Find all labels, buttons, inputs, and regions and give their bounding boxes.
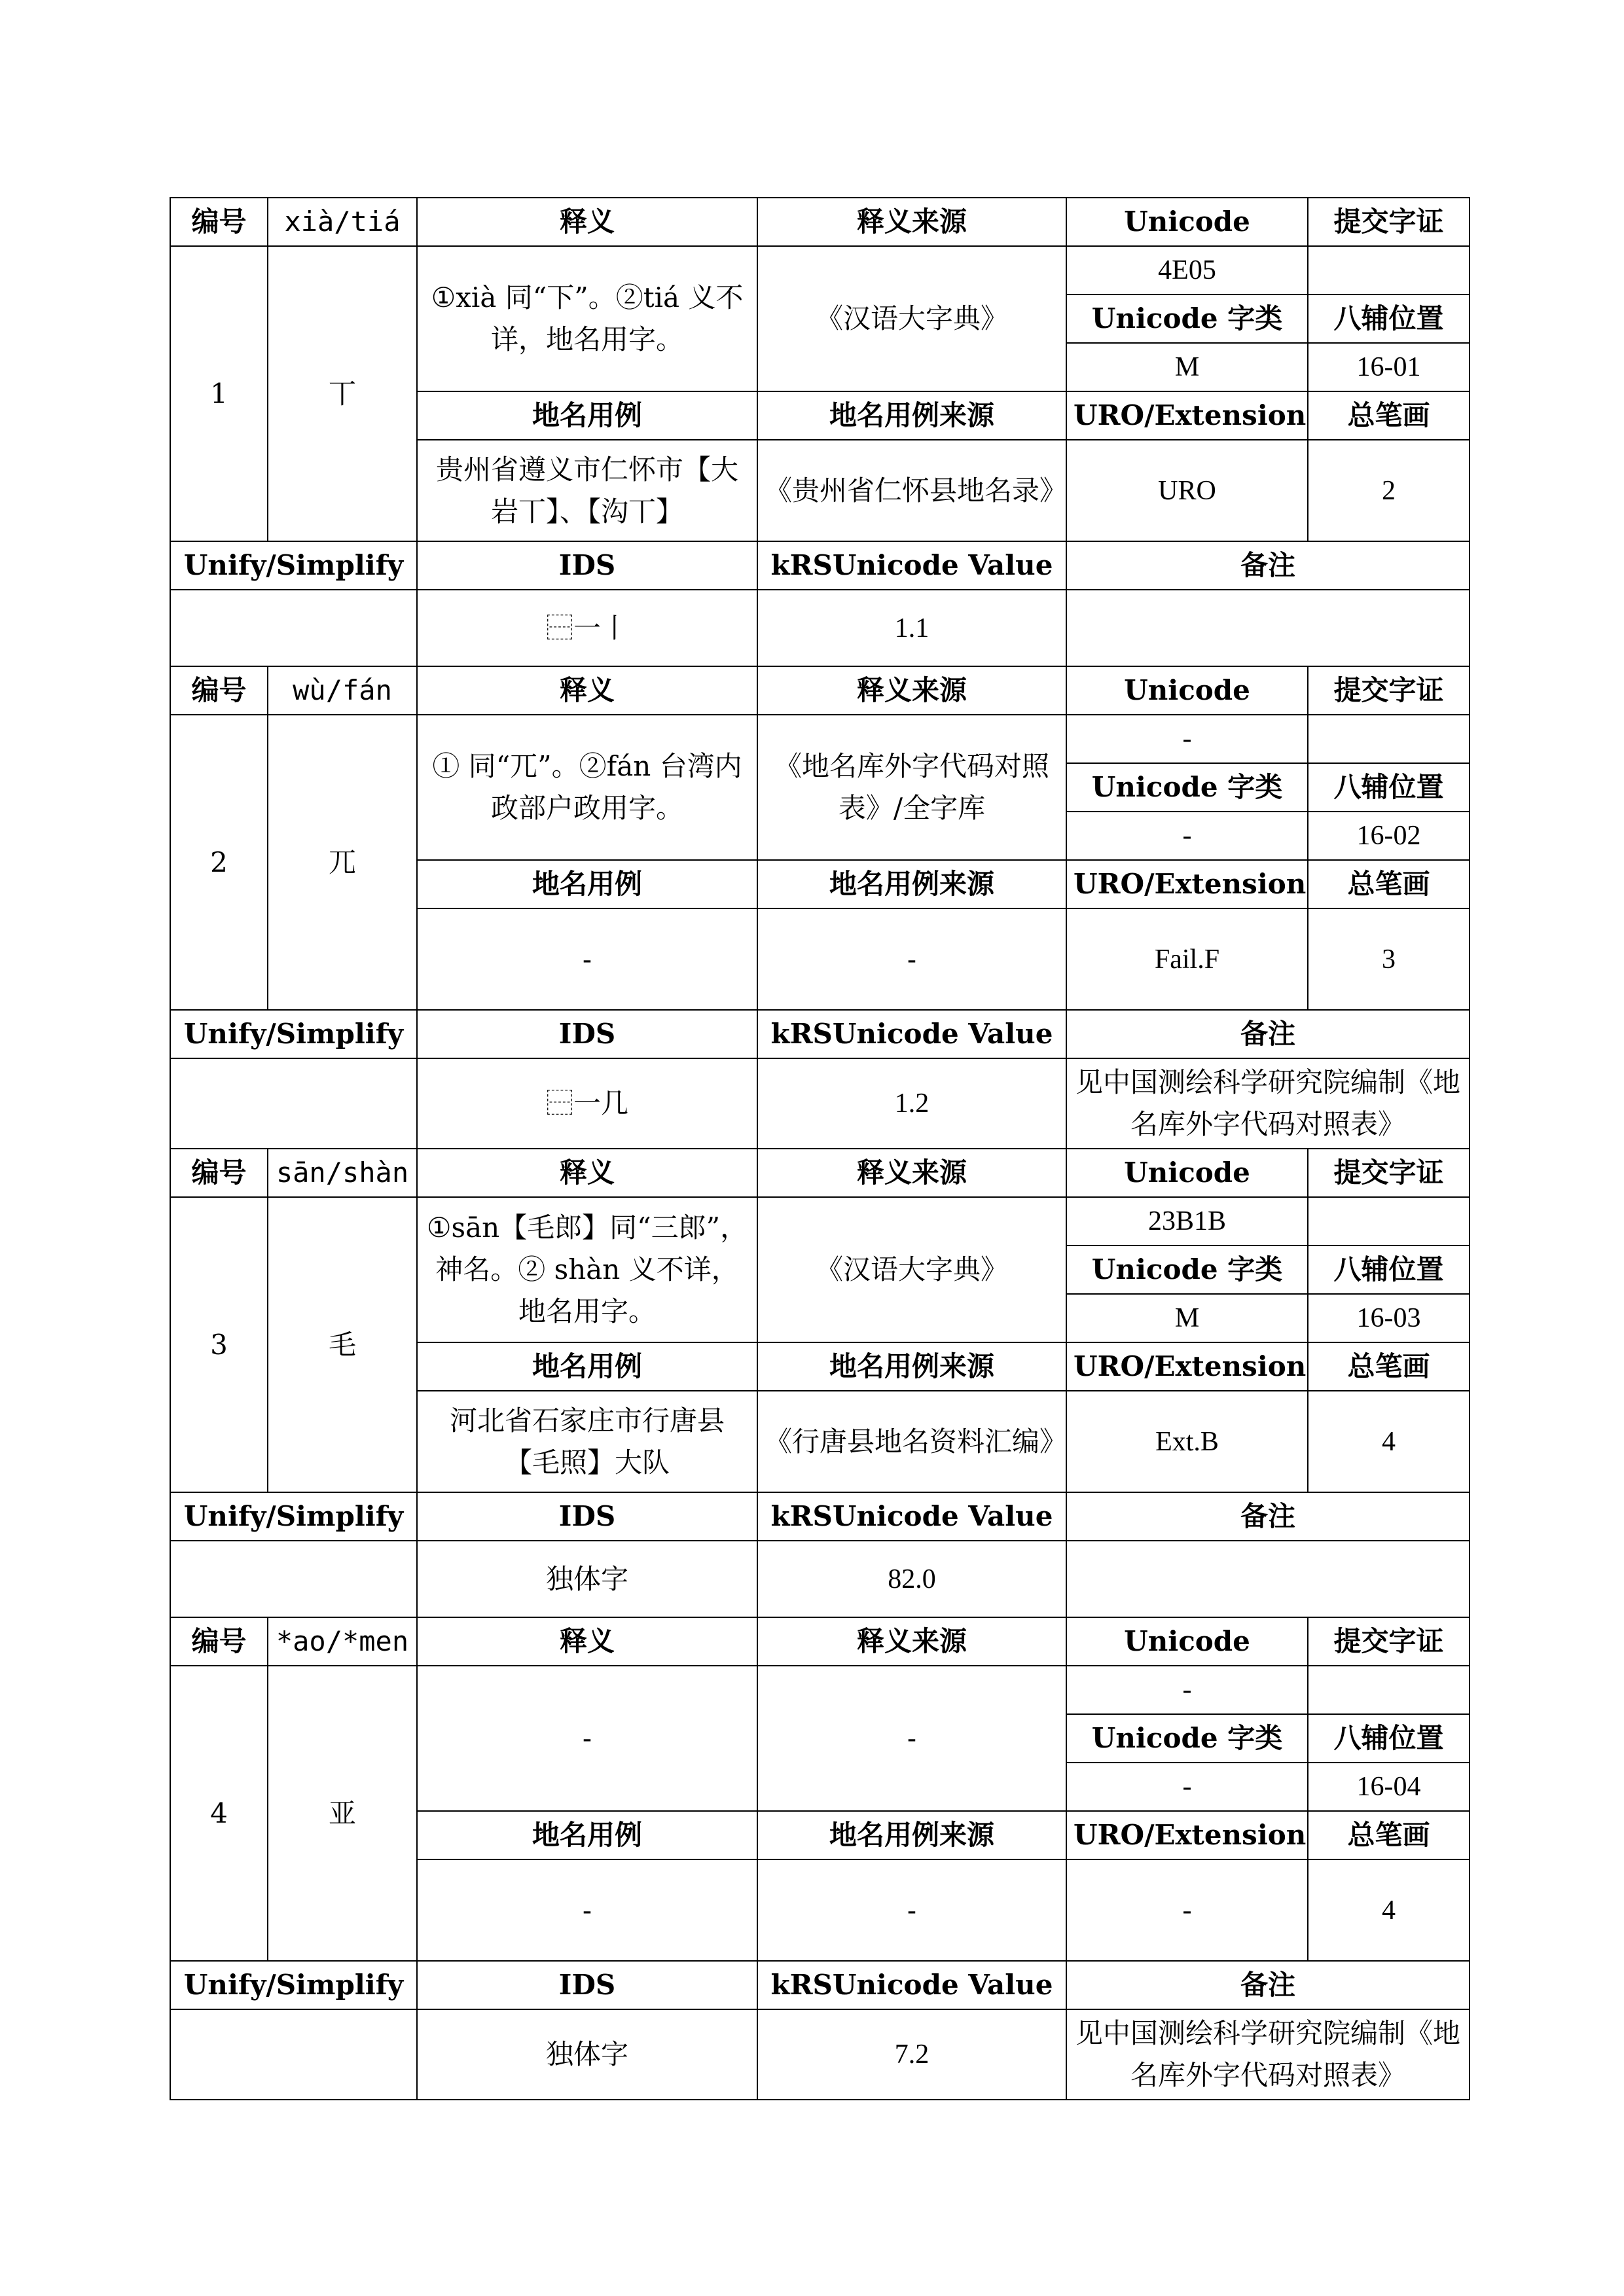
entry-number: 3 <box>170 1197 268 1492</box>
definition-cell: ①sān【毛郎】同“三郎”，神名。② shàn 义不详，地名用字。 <box>417 1197 757 1342</box>
total-strokes-value: 3 <box>1308 908 1470 1010</box>
evidence-header: 提交字证 <box>1308 198 1470 246</box>
definition-header: 释义 <box>417 1617 757 1666</box>
unicode-header: Unicode <box>1066 666 1308 715</box>
header-row <box>170 666 1470 715</box>
no-header: 编号 <box>170 666 268 715</box>
total-strokes-value: 2 <box>1308 440 1470 541</box>
pinyin-cell: xià/tiá <box>268 198 417 246</box>
aux-position-value: 16-03 <box>1308 1294 1470 1342</box>
evidence-value <box>1308 1197 1470 1246</box>
uro-extension-header: URO/Extension <box>1066 1342 1308 1391</box>
krs-header: kRSUnicode Value <box>757 1492 1066 1541</box>
remarks-value <box>1066 590 1470 666</box>
place-example-value: 河北省石家庄市行唐县【毛照】大队 <box>417 1391 757 1492</box>
unicode-category-value: - <box>1066 1763 1308 1811</box>
unicode-value: 23B1B <box>1066 1197 1308 1246</box>
character-glyph: 亚 <box>268 1666 417 1961</box>
no-header: 编号 <box>170 1617 268 1666</box>
remarks-value <box>1066 1541 1470 1617</box>
total-strokes-value: 4 <box>1308 1391 1470 1492</box>
definition-cell: ①xià 同“下”。②tiá 义不详，地名用字。 <box>417 246 757 391</box>
pinyin-cell: sān/shàn <box>268 1149 417 1197</box>
character-glyph: 毛 <box>268 1197 417 1492</box>
unify-simplify-header: Unify/Simplify <box>170 1492 417 1541</box>
unify-simplify-value <box>170 1058 417 1149</box>
krs-header: kRSUnicode Value <box>757 1010 1066 1058</box>
unicode-value: - <box>1066 1666 1308 1714</box>
ids-value: ⿱一几 <box>417 1058 757 1149</box>
krs-header: kRSUnicode Value <box>757 541 1066 590</box>
place-example-source-header: 地名用例来源 <box>757 1342 1066 1391</box>
uro-extension-header: URO/Extension <box>1066 1811 1308 1859</box>
aux-position-value: 16-02 <box>1308 812 1470 860</box>
ids-value: ⿱一丨 <box>417 590 757 666</box>
unicode-value: - <box>1066 715 1308 763</box>
definition-source-cell: 《汉语大字典》 <box>757 1197 1066 1342</box>
unicode-category-value: M <box>1066 343 1308 391</box>
unicode-category-value: M <box>1066 1294 1308 1342</box>
unify-simplify-header: Unify/Simplify <box>170 1010 417 1058</box>
krs-value: 82.0 <box>757 1541 1066 1617</box>
entry-number: 4 <box>170 1666 268 1961</box>
uro-extension-value: Fail.F <box>1066 908 1308 1010</box>
krs-value: 7.2 <box>757 2009 1066 2100</box>
header-row <box>170 1149 1470 1197</box>
unicode-category-header: Unicode 字类 <box>1066 295 1308 343</box>
unicode-value: 4E05 <box>1066 246 1308 295</box>
unicode-category-value: - <box>1066 812 1308 860</box>
total-strokes-header: 总笔画 <box>1308 1811 1470 1859</box>
krs-value: 1.1 <box>757 590 1066 666</box>
character-sheet <box>170 197 1469 2100</box>
uro-extension-header: URO/Extension <box>1066 391 1308 440</box>
ids-header: IDS <box>417 1961 757 2009</box>
unify-simplify-value <box>170 2009 417 2100</box>
remarks-header: 备注 <box>1066 1010 1470 1058</box>
total-strokes-header: 总笔画 <box>1308 860 1470 908</box>
aux-position-header: 八辅位置 <box>1308 763 1470 812</box>
unify-simplify-value <box>170 590 417 666</box>
evidence-value <box>1308 246 1470 295</box>
total-strokes-header: 总笔画 <box>1308 1342 1470 1391</box>
entry-number: 1 <box>170 246 268 541</box>
krs-header: kRSUnicode Value <box>757 1961 1066 2009</box>
place-example-source-header: 地名用例来源 <box>757 391 1066 440</box>
definition-cell: - <box>417 1666 757 1811</box>
aux-position-header: 八辅位置 <box>1308 1246 1470 1294</box>
evidence-header: 提交字证 <box>1308 666 1470 715</box>
ids-header: IDS <box>417 541 757 590</box>
place-example-source-header: 地名用例来源 <box>757 860 1066 908</box>
definition-header: 释义 <box>417 1149 757 1197</box>
character-glyph: 兀 <box>268 715 417 1010</box>
definition-source-cell: 《汉语大字典》 <box>757 246 1066 391</box>
uro-extension-header: URO/Extension <box>1066 860 1308 908</box>
definition-header: 释义 <box>417 198 757 246</box>
entry-table <box>170 1617 1470 2100</box>
place-example-header: 地名用例 <box>417 1342 757 1391</box>
place-example-source-value: - <box>757 908 1066 1010</box>
unicode-header: Unicode <box>1066 1617 1308 1666</box>
no-header: 编号 <box>170 198 268 246</box>
aux-position-header: 八辅位置 <box>1308 295 1470 343</box>
definition-source-header: 释义来源 <box>757 1617 1066 1666</box>
definition-source-cell: 《地名库外字代码对照表》/全字库 <box>757 715 1066 860</box>
entry-table <box>170 1148 1470 1618</box>
header-row <box>170 1617 1470 1666</box>
remarks-value: 见中国测绘科学研究院编制《地名库外字代码对照表》 <box>1066 2009 1470 2100</box>
place-example-source-value: 《贵州省仁怀县地名录》 <box>757 440 1066 541</box>
aux-position-value: 16-01 <box>1308 343 1470 391</box>
remarks-header: 备注 <box>1066 541 1470 590</box>
evidence-value <box>1308 715 1470 763</box>
remarks-header: 备注 <box>1066 1492 1470 1541</box>
entry-table <box>170 666 1470 1149</box>
uro-extension-value: - <box>1066 1859 1308 1961</box>
evidence-value <box>1308 1666 1470 1714</box>
place-example-value: - <box>417 908 757 1010</box>
place-example-value: 贵州省遵义市仁怀市【大岩丅】、【沟丅】 <box>417 440 757 541</box>
definition-source-header: 释义来源 <box>757 198 1066 246</box>
remarks-header: 备注 <box>1066 1961 1470 2009</box>
definition-header: 释义 <box>417 666 757 715</box>
unicode-category-header: Unicode 字类 <box>1066 1246 1308 1294</box>
definition-cell: ① 同“兀”。②fán 台湾内政部户政用字。 <box>417 715 757 860</box>
place-example-header: 地名用例 <box>417 860 757 908</box>
character-glyph: 丅 <box>268 246 417 541</box>
unicode-header: Unicode <box>1066 1149 1308 1197</box>
uro-extension-value: Ext.B <box>1066 1391 1308 1492</box>
header-row <box>170 198 1470 246</box>
remarks-value: 见中国测绘科学研究院编制《地名库外字代码对照表》 <box>1066 1058 1470 1149</box>
no-header: 编号 <box>170 1149 268 1197</box>
pinyin-cell: wù/fán <box>268 666 417 715</box>
unicode-header: Unicode <box>1066 198 1308 246</box>
unify-simplify-header: Unify/Simplify <box>170 541 417 590</box>
ids-value: 独体字 <box>417 2009 757 2100</box>
uro-extension-value: URO <box>1066 440 1308 541</box>
definition-source-header: 释义来源 <box>757 666 1066 715</box>
place-example-source-value: - <box>757 1859 1066 1961</box>
ids-header: IDS <box>417 1010 757 1058</box>
unicode-category-header: Unicode 字类 <box>1066 763 1308 812</box>
place-example-header: 地名用例 <box>417 1811 757 1859</box>
evidence-header: 提交字证 <box>1308 1149 1470 1197</box>
aux-position-header: 八辅位置 <box>1308 1714 1470 1763</box>
evidence-header: 提交字证 <box>1308 1617 1470 1666</box>
place-example-value: - <box>417 1859 757 1961</box>
unicode-category-header: Unicode 字类 <box>1066 1714 1308 1763</box>
pinyin-cell: *ao/*men <box>268 1617 417 1666</box>
total-strokes-value: 4 <box>1308 1859 1470 1961</box>
place-example-header: 地名用例 <box>417 391 757 440</box>
definition-source-header: 释义来源 <box>757 1149 1066 1197</box>
aux-position-value: 16-04 <box>1308 1763 1470 1811</box>
entry-table <box>170 197 1470 667</box>
ids-value: 独体字 <box>417 1541 757 1617</box>
ids-header: IDS <box>417 1492 757 1541</box>
place-example-source-value: 《行唐县地名资料汇编》 <box>757 1391 1066 1492</box>
entry-number: 2 <box>170 715 268 1010</box>
place-example-source-header: 地名用例来源 <box>757 1811 1066 1859</box>
unify-simplify-value <box>170 1541 417 1617</box>
unify-simplify-header: Unify/Simplify <box>170 1961 417 2009</box>
krs-value: 1.2 <box>757 1058 1066 1149</box>
definition-source-cell: - <box>757 1666 1066 1811</box>
total-strokes-header: 总笔画 <box>1308 391 1470 440</box>
